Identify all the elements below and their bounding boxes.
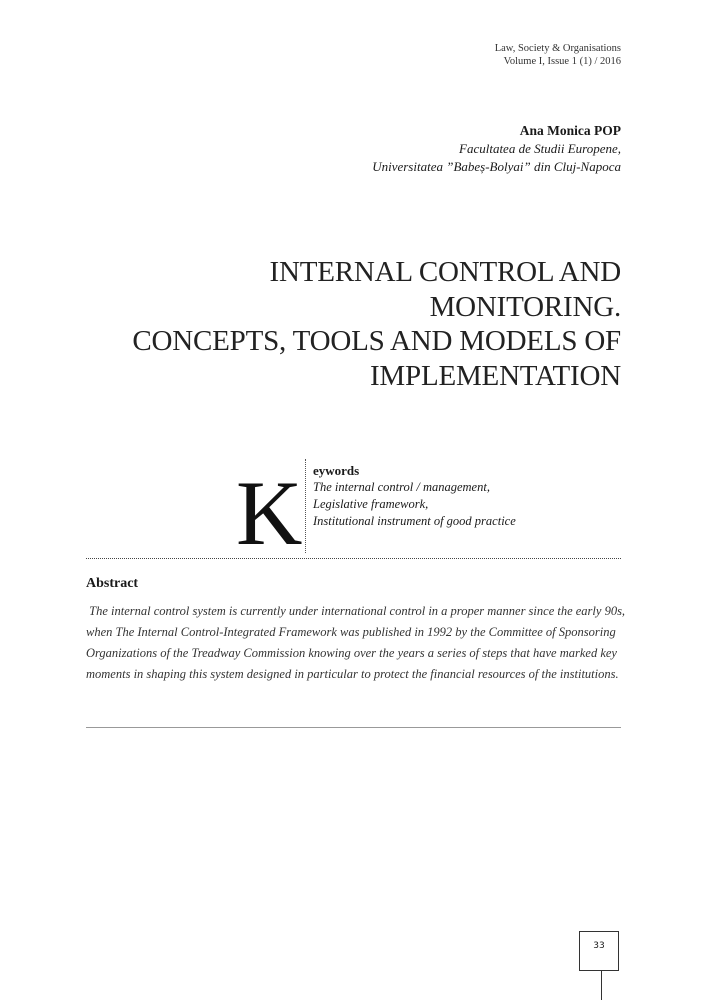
journal-issue: Volume I, Issue 1 (1) / 2016 xyxy=(503,55,621,67)
title-line: MONITORING. xyxy=(429,290,621,323)
author-affiliation-line1: Facultatea de Studii Europene, xyxy=(459,141,621,156)
keyword-item: The internal control / management, xyxy=(313,480,490,494)
section-divider xyxy=(86,727,621,728)
author-name: Ana Monica POP xyxy=(519,123,621,138)
author-block xyxy=(372,122,621,176)
title-line: INTERNAL CONTROL AND xyxy=(269,256,621,288)
abstract-line: when The Internal Control-Integrated Framework was published in 1992 by the Committee of Sponsoring xyxy=(86,625,616,639)
paper-title xyxy=(101,255,621,393)
page-number: 33 xyxy=(593,941,605,951)
journal-name: Law, Society & Organisations xyxy=(494,43,621,54)
keywords-divider xyxy=(305,459,306,553)
title-line: IMPLEMENTATION xyxy=(369,359,621,392)
keywords-block xyxy=(313,462,516,530)
page-number-line xyxy=(601,971,602,1000)
abstract-line: moments in shaping this system designed in particular to protect the financial resources of the institutions. xyxy=(86,667,619,681)
abstract-line: Organizations of the Treadway Commission knowing over the years a series of steps that have marked key xyxy=(86,646,617,660)
abstract-heading: Abstract xyxy=(86,576,139,591)
page-number-box xyxy=(579,931,619,971)
title-line: CONCEPTS, TOOLS AND MODELS OF xyxy=(132,325,621,357)
keyword-item: Legislative framework, xyxy=(313,497,429,511)
keyword-item: Institutional instrument of good practice xyxy=(313,514,516,528)
abstract-body xyxy=(86,601,626,685)
keywords-drop-letter: K xyxy=(236,462,303,564)
keywords-heading: eywords xyxy=(313,463,360,478)
abstract-line: The internal control system is currently under international control in a proper manner since the early 90s, xyxy=(86,604,626,618)
author-affiliation-line2: Universitatea ”Babeș-Bolyai” din Cluj-Napoca xyxy=(372,159,621,174)
dotted-divider xyxy=(86,558,621,559)
journal-header xyxy=(495,43,621,68)
